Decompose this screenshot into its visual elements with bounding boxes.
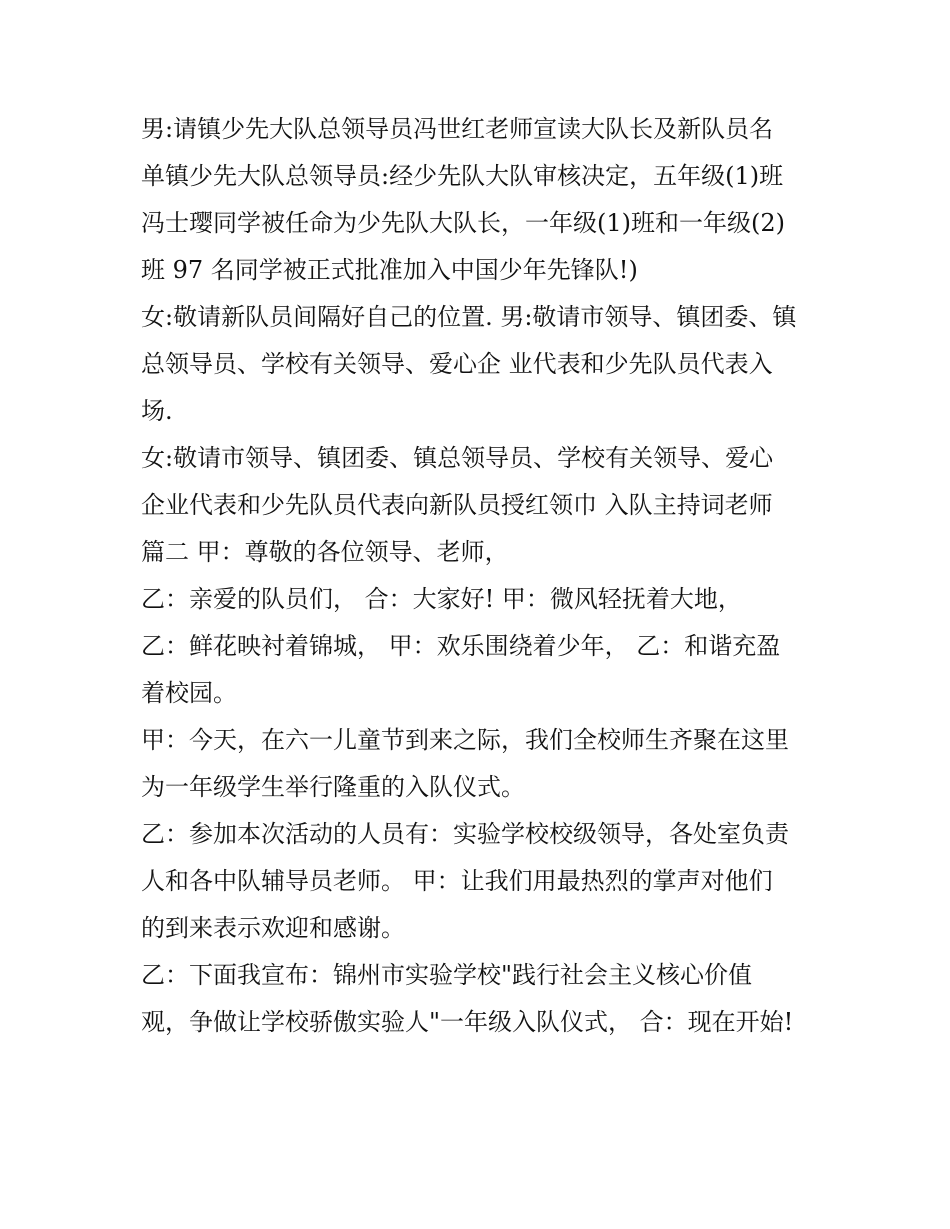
- text-line: 观，争做让学校骄傲实验人"一年级入队仪式， 合：现在开始!: [141, 1008, 794, 1036]
- text-line: 甲：今天，在六一儿童节到来之际，我们全校师生齐聚在这里: [141, 726, 789, 754]
- text-line: 乙：参加本次活动的人员有：实验学校校级领导，各处室负责: [141, 820, 789, 848]
- text-line: 男:请镇少先大队总领导员冯世红老师宣读大队长及新队员名: [141, 115, 774, 143]
- text-line: 着校园。: [141, 679, 237, 707]
- text-line: 乙：亲爱的队员们， 合：大家好! 甲：微风轻抚着大地，: [141, 585, 742, 613]
- text-line: 企业代表和少先队员代表向新队员授红领巾 入队主持词老师: [141, 491, 773, 519]
- text-line: 班 97 名同学被正式批准加入中国少年先锋队!): [141, 256, 638, 284]
- text-line: 的到来表示欢迎和感谢。: [141, 914, 405, 942]
- text-line: 为一年级学生举行隆重的入队仪式。: [141, 773, 525, 801]
- text-line: 总领导员、学校有关领导、爱心企 业代表和少先队员代表入: [141, 350, 773, 378]
- document-body: [141, 106, 831, 1046]
- text-line: 乙：下面我宣布：锦州市实验学校"践行社会主义核心价值: [141, 961, 753, 989]
- text-line: 篇二 甲：尊敬的各位领导、老师，: [141, 538, 509, 566]
- text-line: 乙：鲜花映衬着锦城， 甲：欢乐围绕着少年， 乙：和谐充盈: [141, 632, 781, 660]
- text-line: 女:敬请新队员间隔好自己的位置. 男:敬请市领导、镇团委、镇: [141, 303, 797, 331]
- text-line: 女:敬请市领导、镇团委、镇总领导员、学校有关领导、爱心: [141, 444, 774, 472]
- text-line: 人和各中队辅导员老师。 甲：让我们用最热烈的掌声对他们: [141, 867, 773, 895]
- text-line: 单镇少先大队总领导员:经少先队大队审核决定，五年级(1)班: [141, 162, 784, 190]
- text-line: 场.: [141, 397, 173, 425]
- text-line: 冯士璎同学被任命为少先队大队长，一年级(1)班和一年级(2): [141, 209, 785, 237]
